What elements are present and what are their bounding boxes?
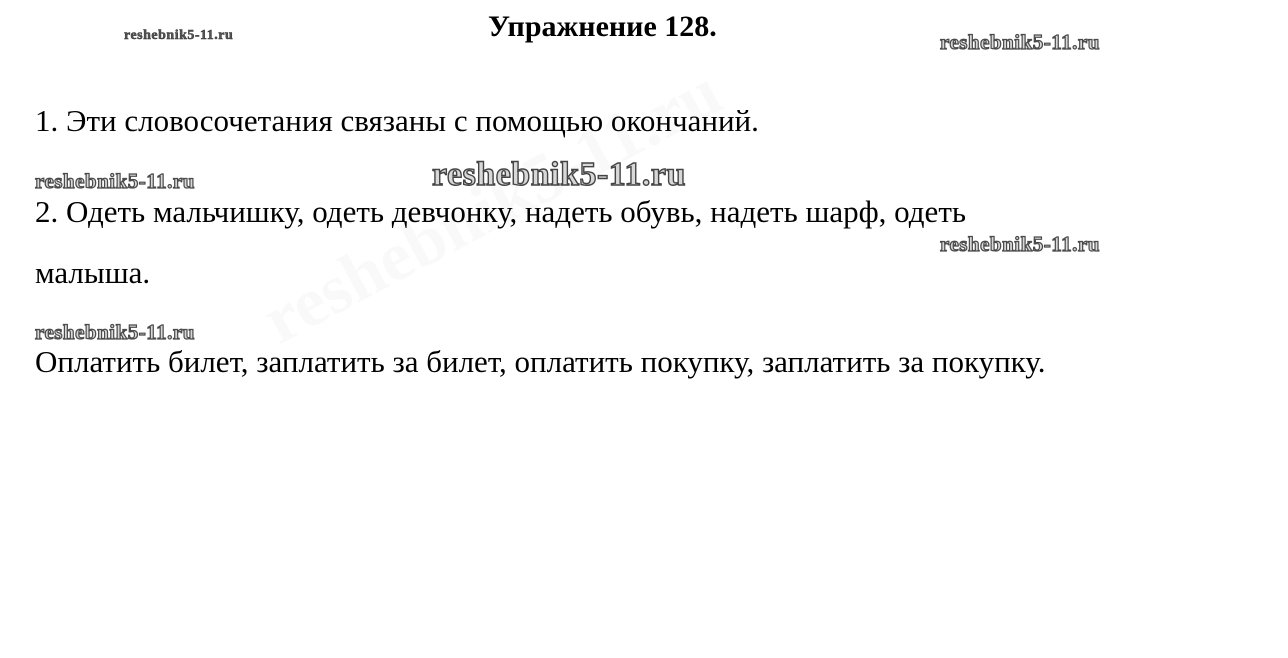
watermark-top-right: reshebnik5-11.ru — [940, 30, 1100, 54]
answer-line-4: Оплатить билет, заплатить за билет, оплатить покупку, заплатить за покупку. — [35, 344, 1046, 379]
watermark-left-1: reshebnik5-11.ru — [35, 169, 195, 193]
answer-line-2: 2. Одеть мальчишку, одеть девчонку, надеть обувь, надеть шарф, одеть — [35, 194, 966, 229]
exercise-title: Упражнение 128. — [488, 10, 717, 43]
answer-line-1: 1. Эти словосочетания связаны с помощью окончаний. — [35, 103, 759, 138]
watermark-left-2: reshebnik5-11.ru — [35, 320, 195, 344]
answer-line-3: малыша. — [35, 255, 151, 290]
watermark-center: reshebnik5-11.ru — [432, 156, 686, 193]
watermark-top-left: reshebnik5-11.ru — [124, 28, 234, 43]
watermark-right-2: reshebnik5-11.ru — [940, 232, 1100, 256]
